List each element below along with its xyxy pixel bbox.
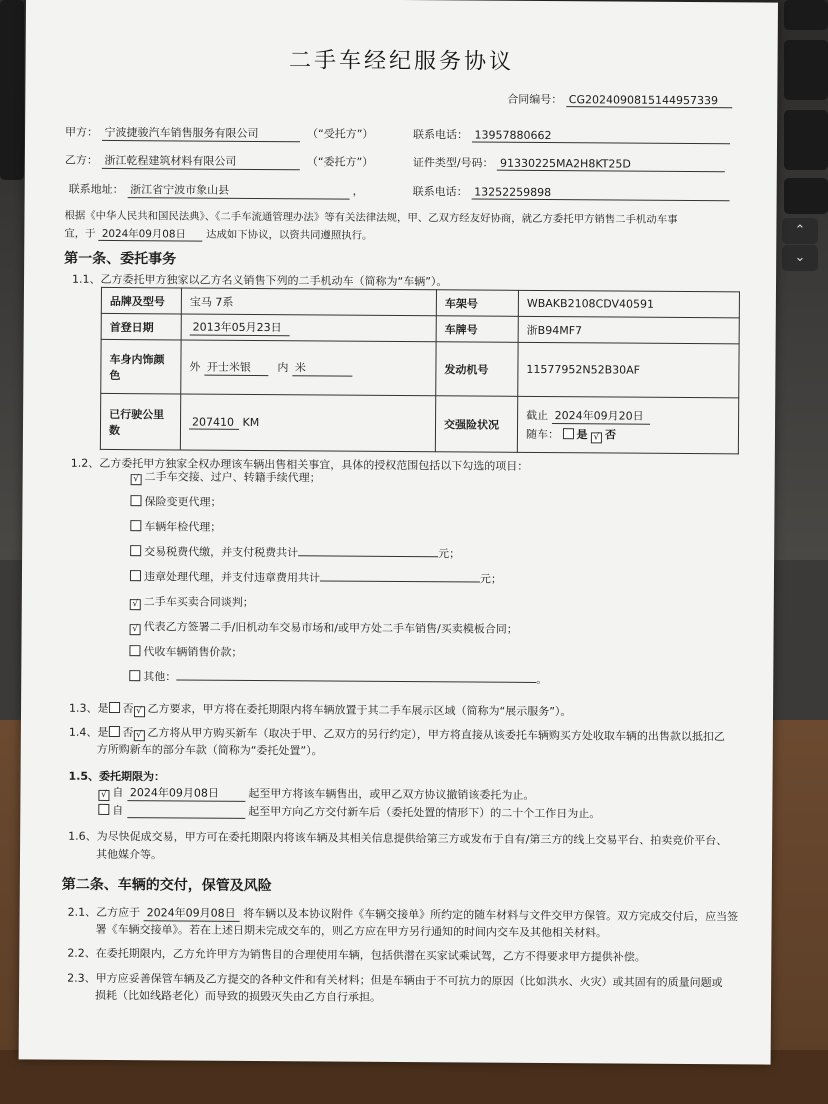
option-collect-payment (129, 645, 547, 673)
clause-2-1-line-2: 署《车辆交接单》。若在上述日期未完成交车的，则乙方应在甲方另行通知的时间内交车及其他相关材料。 (95, 922, 608, 940)
option-other (129, 670, 547, 698)
party-a-label: 甲方： (65, 125, 99, 139)
clause-1-6-line-2: 其他媒介等。 (95, 847, 163, 862)
agreement-date: 2024年09月08日 (99, 225, 203, 242)
handover-date: 2024年09月08日 (144, 904, 240, 922)
document-title: 二手车经纪服务协议 (288, 48, 515, 75)
vin-value: WBAKB2108CDV40591 (518, 290, 739, 318)
keyboard-key (784, 110, 828, 170)
mileage-cell (180, 394, 435, 452)
contract-number-label: 合同编号： (507, 92, 563, 107)
clause-1-2: 1.2、乙方委托甲方独家全权办理该车辆出售相关事宜，具体的授权范围包括以下勾选的项目： (70, 456, 529, 473)
clause-1-4-line-2: 方所购新车的部分车款（简称为“委托处置”）。 (96, 742, 323, 758)
insurance-date: 2024年09月20日 (552, 407, 650, 425)
option-checkbox[interactable] (129, 645, 140, 656)
clause-2-2: 2.2、在委托期限内，乙方允许甲方为销售目的合理使用车辆，包括供潜在买家试乘试驾，乙方不得要求甲方提供补偿。 (67, 946, 646, 964)
option-label: 其他： (143, 670, 177, 684)
party-b-id-row (413, 154, 725, 172)
contract-number-row (507, 91, 732, 109)
clause-1-5-title: 1.5、委托期限为： (68, 769, 166, 784)
option-label: 违章处理代理，并支付违章费用共计 (143, 570, 321, 585)
option-unit: 。 (536, 672, 548, 687)
insurance-yes-checkbox[interactable] (562, 428, 573, 439)
option-checkbox[interactable] (130, 520, 141, 531)
reg-date-label: 首登日期 (101, 313, 181, 340)
mileage-label: 已行驶公里数 (100, 393, 180, 450)
intro-line-2 (64, 225, 372, 243)
party-b-address: 浙江省宁波市象山县 (127, 181, 349, 200)
option-label: 代表乙方签署二手/旧机动车交易市场和/或甲方处二手车销售/买卖模板合同； (143, 620, 518, 636)
option-checkbox[interactable] (130, 495, 141, 506)
option-unit: 元； (438, 547, 461, 561)
keyboard-key (784, 40, 828, 100)
option-inspection (130, 520, 548, 548)
vin-label: 车架号 (436, 290, 518, 317)
party-b-phone-row (413, 183, 730, 201)
option-label: 交易税费代缴，并支付税费共计 (144, 545, 299, 560)
option-sign-contract (129, 620, 547, 648)
option-label: 保险变更代理； (144, 495, 222, 509)
party-a-phone: 13957880662 (472, 128, 730, 144)
clause-1-3-no-checkbox[interactable]: √ (133, 706, 144, 717)
address-separator: ， (352, 184, 364, 198)
insurance-label: 交强险状况 (435, 396, 517, 453)
party-b-label: 乙方： (64, 153, 98, 167)
clause-2-3-line-2: 损耗（比如线路老化）而导致的损毁灭失由乙方自行承担。 (94, 988, 382, 1004)
color-cell (181, 340, 436, 396)
insurance-no-checkbox[interactable]: √ (591, 432, 602, 443)
section-2-title: 第二条、车辆的交付，保管及风险 (61, 876, 272, 895)
term-option-a-checkbox[interactable]: √ (98, 790, 109, 801)
arrow-up-key: ⌃ (782, 218, 818, 244)
option-negotiation (130, 595, 548, 623)
reg-date-value: 2013年05月23日 (190, 319, 290, 337)
party-b-phone-label: 联系电话： (412, 185, 468, 199)
party-b-address-label: 联系地址： (68, 182, 124, 197)
option-blank-line (320, 580, 480, 582)
option-tax (130, 545, 548, 573)
keyboard-key (784, 178, 828, 214)
keyboard-keys-left (0, 0, 24, 180)
term-start-date: 2024年09月08日 (127, 784, 245, 802)
clause-2-1-text: 将车辆以及本协议附件《车辆交接单》所约定的随车材料与文件交甲方保管。双方完成交付后，应当签 (243, 906, 739, 924)
with-car-label: 随车： (525, 427, 560, 441)
clause-1-4-text: 乙方将从甲方购买新车（取决于甲、乙双方的另行约定），甲方将直接从该委托车辆购买方处收取车辆的出售款以抵扣乙 (147, 726, 725, 744)
clause-1-3-yes-label: 1.3、是 (69, 701, 109, 715)
clause-1-3-no-label: 否 (122, 702, 134, 716)
clause-1-1: 1.1、乙方委托甲方独家以乙方名义销售下列的二手机动车（简称为“车辆”）。 (71, 272, 448, 289)
option-insurance (130, 495, 548, 523)
party-a-phone-row (413, 126, 730, 144)
intro-line-1: 根据《中华人民共和国民法典》、《二手车流通管理办法》等有关法律法规，甲、乙双方经友好协商，就乙方委托甲方销售二手机动车事 (64, 209, 678, 226)
option-unit: 元； (479, 572, 503, 586)
party-b-row (65, 152, 374, 171)
option-checkbox[interactable]: √ (130, 624, 141, 635)
party-a-role: （“受托方”） (307, 127, 374, 141)
clause-1-4-no-checkbox[interactable]: √ (133, 730, 144, 741)
party-b-address-row (69, 181, 364, 200)
option-checkbox[interactable] (129, 670, 140, 681)
party-b-id-label: 证件类型/号码： (412, 156, 494, 170)
mileage-value: 207410 (189, 415, 239, 429)
clause-1-4-yes-checkbox[interactable] (108, 726, 119, 737)
clause-1-6: 1.6、为尽快促成交易，甲方可在委托期限内将该车辆及其相关信息提供给第三方或发布于自有/第三方的线上交易平台、拍卖竞价平台、 (68, 829, 728, 848)
intro-suffix: 达成如下协议，以资共同遵照执行。 (206, 228, 373, 242)
insurance-yes-label: 是 (576, 427, 588, 441)
exterior-color: 开士米银 (204, 359, 268, 376)
contract-number: CG2024090815144957339 (566, 93, 732, 108)
keyboard-key (784, 0, 828, 30)
contract-paper (19, 0, 778, 1065)
option-transfer (131, 470, 549, 498)
option-blank-line (298, 555, 438, 557)
engine-label: 发动机号 (436, 342, 518, 397)
authorization-options (129, 470, 549, 698)
interior-prefix: 内 (277, 361, 289, 375)
clause-1-3 (69, 700, 572, 721)
clause-1-5-option-b (98, 802, 600, 822)
party-b-name: 浙江乾程建筑材料有限公司 (101, 152, 299, 170)
insurance-prefix: 截止 (526, 408, 549, 422)
option-label: 二手车交接、过户、转籍手续代理； (144, 470, 321, 485)
clause-1-3-text: 乙方要求，甲方将在委托期限内将车辆放置于其二手车展示区域（简称为“展示服务”）。 (147, 702, 572, 719)
intro-prefix: 宜，于 (64, 227, 96, 240)
interior-color: 米 (292, 359, 352, 376)
reg-date-cell (181, 314, 436, 342)
clause-1-5-option-a (98, 784, 534, 804)
exterior-prefix: 外 (189, 360, 201, 374)
option-violation (130, 570, 548, 598)
party-b-role: （“委托方”） (306, 155, 374, 169)
arrow-down-key: ⌄ (782, 245, 818, 271)
party-a-row (65, 124, 374, 143)
section-1-title: 第一条、委托事务 (64, 250, 177, 268)
plate-label: 车牌号 (436, 316, 518, 343)
party-a-phone-label: 联系电话： (413, 128, 469, 142)
term-option-b-blank (127, 804, 245, 819)
plate-value: 浙B94MF7 (518, 316, 739, 344)
option-checkbox[interactable] (130, 570, 141, 581)
option-blank-line (176, 679, 536, 683)
option-checkbox[interactable] (130, 545, 141, 556)
color-label: 车身内饰颜色 (101, 339, 181, 394)
clause-2-1-prefix: 2.1、乙方应于 (67, 905, 141, 920)
party-b-id-number: 91330225MA2H8KT25D (497, 157, 725, 173)
brand-value: 宝马 7系 (181, 288, 436, 316)
brand-label: 品牌及型号 (101, 287, 181, 314)
mileage-unit: KM (242, 415, 260, 429)
option-checkbox[interactable]: √ (130, 599, 141, 610)
option-label: 二手车买卖合同谈判； (143, 595, 254, 609)
clause-1-4-yes-label: 1.4、是 (68, 725, 109, 739)
clause-2-3: 2.3、甲方应妥善保管车辆及乙方提交的各种文件和有关材料；但是车辆由于不可抗力的原因（比如洪水、火灾）或其固有的质量问题或 (67, 971, 723, 990)
term-option-b-prefix: 自 (112, 803, 124, 818)
clause-1-4-no-label: 否 (122, 726, 134, 740)
engine-value: 11577952N52B30AF (518, 342, 739, 398)
clause-1-3-yes-checkbox[interactable] (109, 702, 120, 713)
term-option-b-checkbox[interactable] (98, 804, 109, 815)
party-a-name: 宁波捷骏汽车销售服务有限公司 (102, 124, 300, 142)
vehicle-info-table (100, 287, 740, 454)
insurance-no-label: 否 (604, 427, 617, 442)
option-checkbox[interactable]: √ (131, 474, 142, 485)
term-option-a-text: 起至甲方将该车辆售出，或甲乙双方协议撤销该委托为止。 (248, 786, 535, 802)
party-b-phone: 13252259898 (471, 185, 729, 201)
term-option-b-text: 起至甲方向乙方交付新车后（委托处置的情形下）的二十个工作日为止。 (248, 804, 601, 821)
insurance-cell (517, 396, 738, 454)
option-label: 车辆年检代理； (144, 520, 222, 534)
term-option-a-prefix: 自 (112, 785, 124, 800)
option-label: 代收车辆销售价款； (143, 645, 243, 659)
